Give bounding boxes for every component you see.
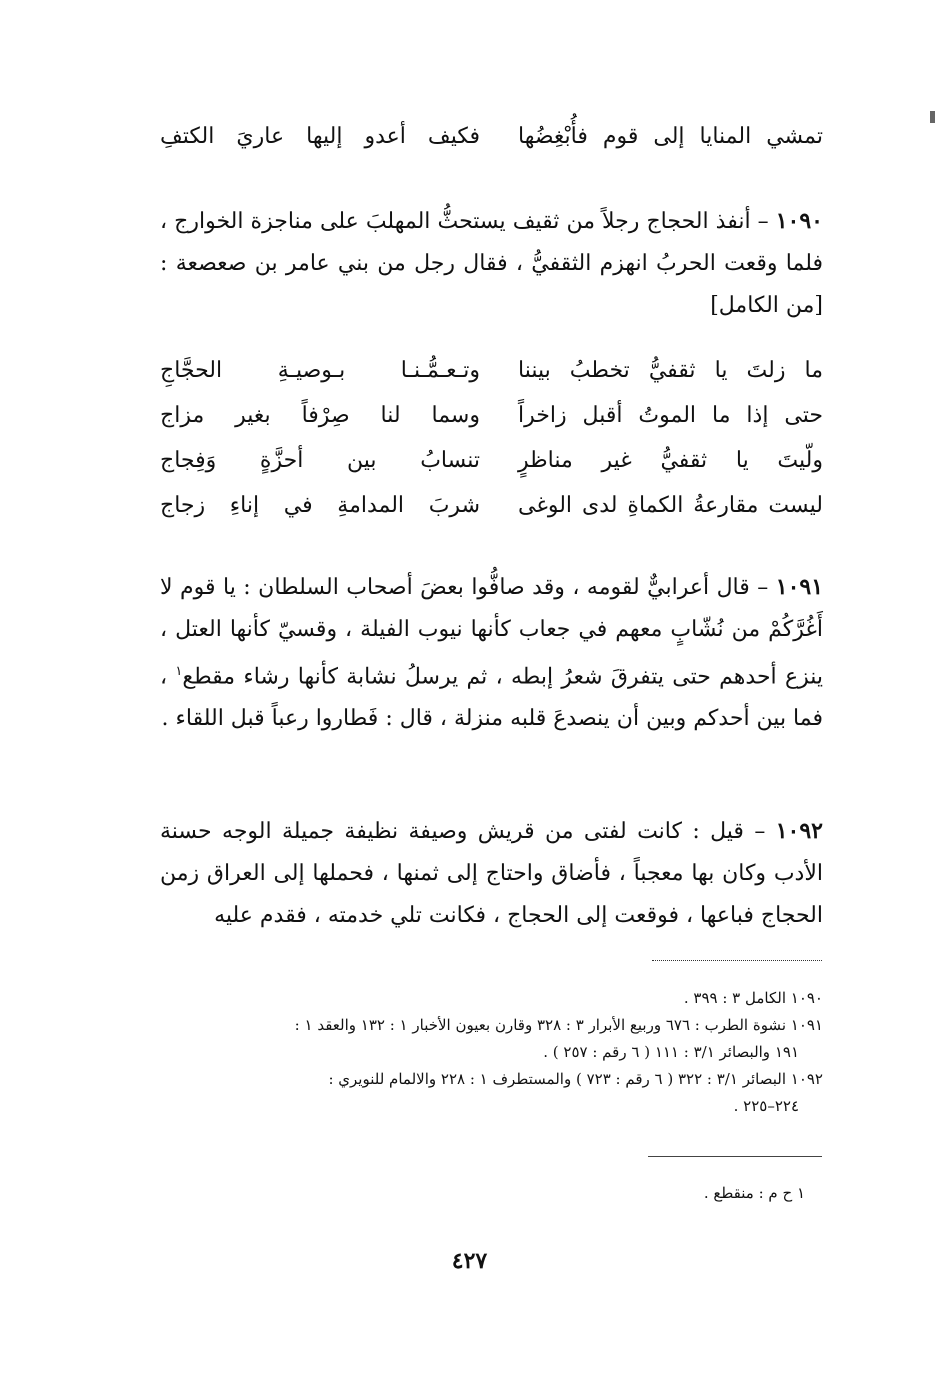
- verse-hemistich-right: ما زلتَ يا ثقفيُّ تخطبُ بيننا: [518, 358, 823, 383]
- reference-1091-continued: ١٩١ والبصائر ٣/١ : ١١١ ( ٦ رقم : ٢٥٧ ) .: [543, 1043, 799, 1061]
- entry-text: قال أعرابيٌّ لقومه ، وقد صافُّوا بعضَ أصحاب السلطان : يا قوم لا أَغُرَّكُمْ من نُشّابٍ معهم في جعاب كأنها نيوب الفيلة ، وقسيّ كأنها العتل ، ينزع أحدهم حتى يتفرقَ شعرُ إبطه ، ثم يرسلُ نشابة كأنها رشاء مقطع: [160, 575, 823, 690]
- footnote-separator: [648, 1156, 822, 1157]
- verse-hemistich-right: ليست مقارعةُ الكماةِ لدى الوغى: [518, 493, 823, 518]
- entry-dash: –: [757, 209, 769, 234]
- verse-hemistich-left: وتـعـمُّـنـا بـوصيـةِ الحجَّاجِ: [160, 358, 480, 383]
- verse-hemistich-left: تنسابُ بين أحزَّةٍ وَفِجاج: [160, 448, 480, 473]
- entry-text-continued: ، فما بين أحدكم وبين أن ينصدعَ قلبه منزلة ، قال : فَطاروا رعباً قبل اللقاء .: [160, 664, 823, 732]
- verse-hemistich-right: تمشي المنايا إلى قوم فأُبْغِضُها: [518, 124, 823, 149]
- verse-hemistich-left: شربَ المدامةِ في إناءِ زجاج: [160, 493, 480, 518]
- poem-verse-2: [160, 403, 823, 428]
- references: [160, 985, 823, 1120]
- entry-number: ١٠٩١: [775, 574, 824, 600]
- entry-number: ١٠٩٢: [775, 818, 823, 844]
- reference-1092-continued: ٢٢٤–٢٢٥ .: [733, 1097, 799, 1115]
- verse-hemistich-right: ولّيتَ يا ثقفيُّ غير مناظرٍ: [518, 448, 823, 473]
- poem-verse-4: [160, 493, 823, 518]
- entry-number: ١٠٩٠: [775, 208, 823, 234]
- entry-1090: [160, 200, 823, 327]
- entry-text: أنفذ الحجاج رجلاً من ثقيف يستحثُّ المهلبَ على مناجزة الخوارج ، فلما وقعت الحربُ انهزم الثقفيُّ ، فقال رجل من بني عامر بن صعصعة : [من الكامل]: [160, 209, 823, 318]
- entry-text: قيل : كانت لفتى من قريش وصيفة نظيفة جميلة الوجه حسنة الأدب وكان بها معجباً ، فأضاق واحتاج إلى ثمنها ، فحملها إلى العراق زمن الحجاج فباعها ، فوقعت إلى الحجاج ، فكانت تلي خدمته ، فقدم عليه: [160, 819, 823, 928]
- entry-dash: –: [757, 575, 769, 600]
- verse-hemistich-right: حتى إذا ما الموتُ أقبل زاخراً: [518, 403, 823, 428]
- poem-verse-3: [160, 448, 823, 473]
- entry-1092: [160, 810, 823, 937]
- poem-verse-1: [160, 358, 823, 383]
- top-verse: [160, 124, 823, 149]
- verse-hemistich-left: فكيف أعدو إليها عاريَ الكتفِ: [160, 124, 480, 149]
- footnote-marker: ١: [175, 664, 183, 679]
- entry-1091: [160, 566, 823, 740]
- reference-1090: ١٠٩٠ الكامل ٣ : ٣٩٩ .: [683, 989, 823, 1007]
- page-number: ٤٢٧: [451, 1248, 488, 1274]
- entry-dash: –: [754, 819, 766, 844]
- margin-mark: [930, 111, 935, 123]
- reference-1092: ١٠٩٢ البصائر ٣/١ : ٣٢٢ ( ٦ رقم : ٧٢٣ ) والمستطرف ١ : ٢٢٨ والالمام للنويري :: [328, 1070, 823, 1088]
- footnote: ١ ح م : منقطع .: [703, 1184, 805, 1202]
- verse-hemistich-left: وسما لنا صِرْفاً بغير مزاج: [160, 403, 480, 428]
- references-separator: [652, 960, 822, 961]
- reference-1091: ١٠٩١ نشوة الطرب : ٦٧٦ وربيع الأبرار ٣ : ٣٢٨ وقارن بعيون الأخبار ١ : ١٣٢ والعقد ١ :: [294, 1016, 823, 1034]
